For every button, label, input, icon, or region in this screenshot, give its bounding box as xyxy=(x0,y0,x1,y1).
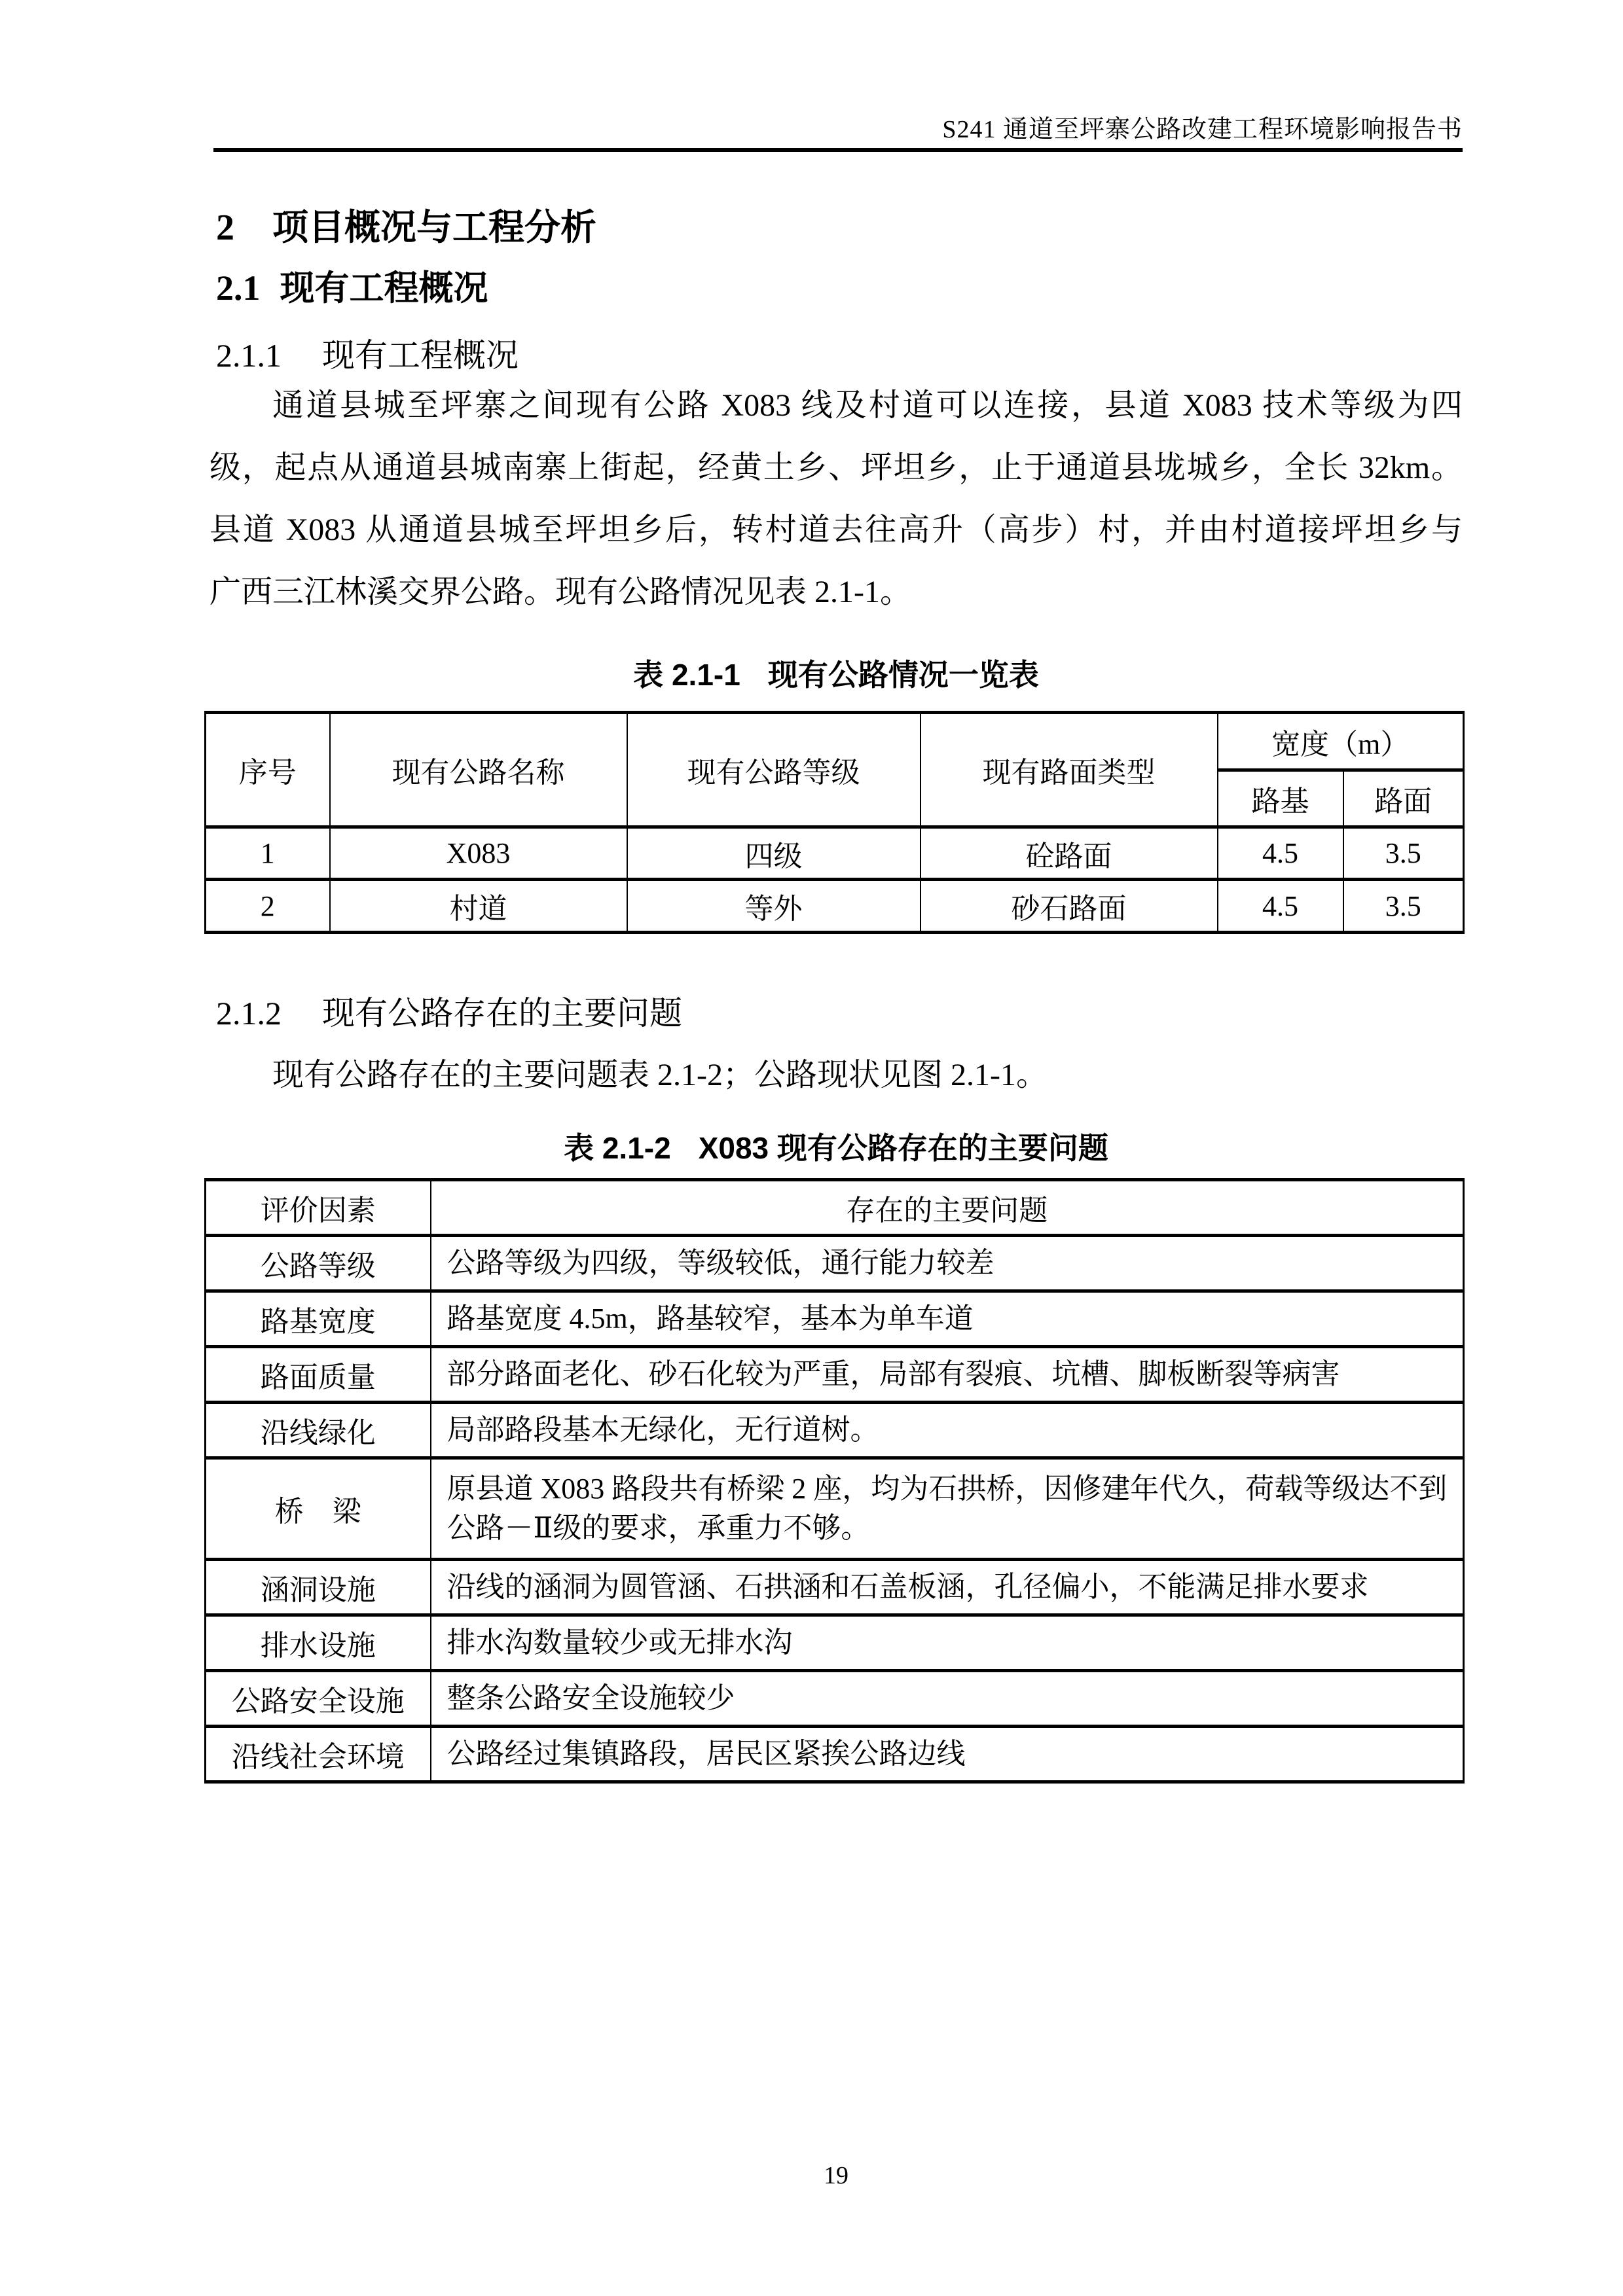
column-header-no: 序号 xyxy=(206,713,330,827)
column-header-surface: 路面 xyxy=(1343,770,1464,827)
column-header-pavement: 现有路面类型 xyxy=(921,713,1218,827)
table-cell: 公路等级为四级，等级较低，通行能力较差 xyxy=(431,1236,1464,1291)
table-cell: X083 xyxy=(330,827,627,880)
table-header-row xyxy=(206,1180,1464,1236)
table-cell: 3.5 xyxy=(1343,827,1464,880)
row-label: 沿线社会环境 xyxy=(206,1727,431,1782)
table-row xyxy=(206,1615,1464,1671)
table-cell: 砼路面 xyxy=(921,827,1218,880)
section-number: 2.1.1 xyxy=(216,337,282,374)
table-cell: 公路经过集镇路段，居民区紧挨公路边线 xyxy=(431,1727,1464,1782)
table-cell: 部分路面老化、砂石化较为严重，局部有裂痕、坑槽、脚板断裂等病害 xyxy=(431,1347,1464,1403)
row-label: 公路等级 xyxy=(206,1236,431,1291)
table-1-caption xyxy=(210,651,1463,694)
table-cell: 路基宽度 4.5m，路基较窄，基本为单车道 xyxy=(431,1291,1464,1347)
page-header-title: S241 通道至坪寨公路改建工程环境影响报告书 xyxy=(942,116,1463,143)
body-paragraph-2: 现有公路存在的主要问题表 2.1-2；公路现状见图 2.1-1。 xyxy=(272,1058,1048,1092)
table-cell: 2 xyxy=(206,880,330,933)
paragraph-line: 广西三江林溪交界公路。现有公路情况见表 2.1-1。 xyxy=(210,575,911,609)
table-row xyxy=(206,1291,1464,1347)
section-heading-2-1-1 xyxy=(216,329,519,376)
section-number: 2 xyxy=(216,207,234,248)
table-2-caption xyxy=(210,1124,1463,1168)
table-cell: 3.5 xyxy=(1343,880,1464,933)
table-caption-label: 表 2.1-1 xyxy=(633,658,740,692)
table-row xyxy=(206,1347,1464,1403)
section-number: 2.1 xyxy=(216,268,261,308)
row-label: 桥 梁 xyxy=(206,1458,431,1560)
table-cell: 原县道 X083 路段共有桥梁 2 座，均为石拱桥，因修建年代久，荷载等级达不到公路－Ⅱ级的要求，承重力不够。 xyxy=(431,1458,1464,1560)
body-paragraph-1 xyxy=(210,374,1463,623)
existing-road-table xyxy=(204,711,1465,934)
table-row xyxy=(206,1403,1464,1458)
row-label: 路基宽度 xyxy=(206,1291,431,1347)
paragraph-line: 级，起点从通道县城南寨上街起，经黄土乡、坪坦乡，止于通道县垅城乡，全长 32km。 xyxy=(210,450,1463,485)
row-label: 沿线绿化 xyxy=(206,1403,431,1458)
table-row xyxy=(206,1458,1464,1560)
table-row xyxy=(206,1727,1464,1782)
column-header-factor: 评价因素 xyxy=(206,1180,431,1236)
column-header-name: 现有公路名称 xyxy=(330,713,627,827)
column-header-grade: 现有公路等级 xyxy=(627,713,921,827)
table-cell: 整条公路安全设施较少 xyxy=(431,1671,1464,1727)
table-caption-label: 表 2.1-2 xyxy=(564,1131,671,1165)
section-title: 现有工程概况 xyxy=(322,337,519,374)
table-cell: 4.5 xyxy=(1218,880,1343,933)
section-title: 现有公路存在的主要问题 xyxy=(322,995,682,1031)
table-header-row xyxy=(206,713,1464,770)
paragraph-line: 通道县城至坪寨之间现有公路 X083 线及村道可以连接，县道 X083 技术等级为四 xyxy=(272,388,1463,423)
table-cell: 村道 xyxy=(330,880,627,933)
table-caption-title: 现有公路情况一览表 xyxy=(767,658,1039,692)
table-row xyxy=(206,880,1464,933)
column-header-width-group: 宽度（m） xyxy=(1218,713,1464,770)
table-cell: 等外 xyxy=(627,880,921,933)
section-heading-2 xyxy=(216,198,596,250)
table-row xyxy=(206,827,1464,880)
table-cell: 排水沟数量较少或无排水沟 xyxy=(431,1615,1464,1671)
table-cell: 局部路段基本无绿化，无行道树。 xyxy=(431,1403,1464,1458)
page-number: 19 xyxy=(824,2162,848,2189)
section-title: 现有工程概况 xyxy=(280,269,488,308)
row-label: 涵洞设施 xyxy=(206,1560,431,1615)
table-cell: 1 xyxy=(206,827,330,880)
table-caption-title: X083 现有公路存在的主要问题 xyxy=(698,1131,1108,1165)
column-header-problem: 存在的主要问题 xyxy=(431,1180,1464,1236)
table-cell: 砂石路面 xyxy=(921,880,1218,933)
table-row xyxy=(206,1671,1464,1727)
table-row xyxy=(206,1236,1464,1291)
row-label: 排水设施 xyxy=(206,1615,431,1671)
section-number: 2.1.2 xyxy=(216,995,282,1031)
table-cell: 沿线的涵洞为圆管涵、石拱涵和石盖板涵，孔径偏小，不能满足排水要求 xyxy=(431,1560,1464,1615)
table-cell: 4.5 xyxy=(1218,827,1343,880)
table-cell: 四级 xyxy=(627,827,921,880)
column-header-roadbed: 路基 xyxy=(1218,770,1343,827)
row-label: 公路安全设施 xyxy=(206,1671,431,1727)
section-heading-2-1-2 xyxy=(216,987,682,1034)
row-label: 路面质量 xyxy=(206,1347,431,1403)
table-row xyxy=(206,1560,1464,1615)
road-problems-table xyxy=(204,1178,1465,1784)
section-heading-2-1 xyxy=(216,260,488,310)
paragraph-line: 县道 X083 从通道县城至坪坦乡后，转村道去往高升（高步）村，并由村道接坪坦乡与 xyxy=(210,512,1463,547)
section-title: 项目概况与工程分析 xyxy=(272,207,597,247)
header-rule xyxy=(213,148,1463,152)
